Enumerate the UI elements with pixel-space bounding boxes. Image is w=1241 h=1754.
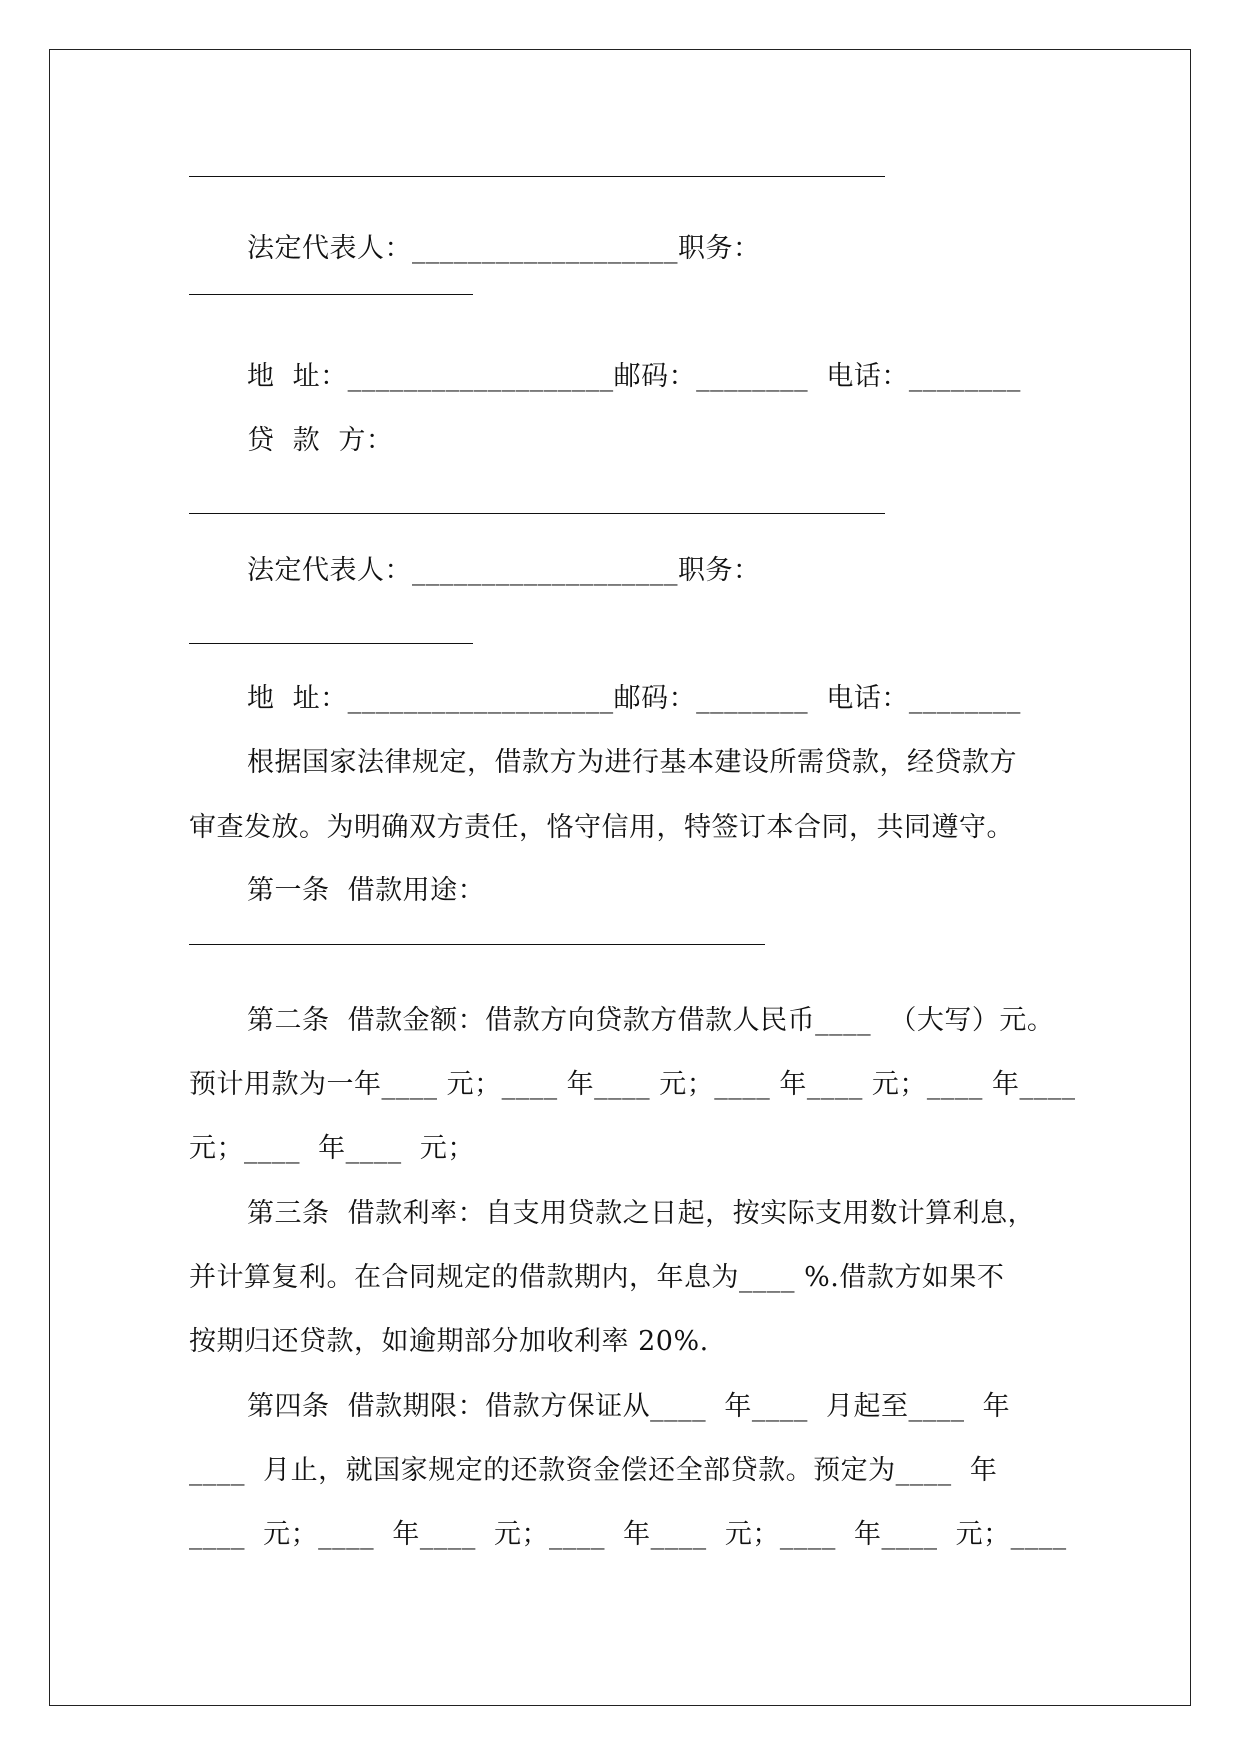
article-2-line-1: 第二条 借款金额：借款方向贷款方借款人民币____ （大写）元。: [247, 1005, 1055, 1036]
article-3-line-1: 第三条 借款利率：自支用贷款之日起，按实际支用数计算利息，: [247, 1198, 1036, 1229]
article-4-line-1: 第四条 借款期限：借款方保证从____ 年____ 月起至____ 年: [247, 1391, 1011, 1422]
blank-rule-position-2: [189, 643, 473, 644]
blank-rule-position: [189, 294, 473, 295]
article-2-line-3: 元；____ 年____ 元；: [189, 1133, 475, 1164]
article-2-line-2: 预计用款为一年____ 元；____ 年____ 元；____ 年____ 元；____ 年____: [189, 1069, 1076, 1100]
lender-address-line: 地 址：___________________邮码：________ 电话：________: [247, 683, 1021, 714]
blank-rule-purpose: [189, 944, 765, 945]
blank-rule-borrower-name: [189, 176, 885, 177]
blank-rule-lender-name: [189, 513, 885, 514]
preamble-line-1: 根据国家法律规定，借款方为进行基本建设所需贷款，经贷款方: [247, 747, 1017, 778]
article-1-heading: 第一条 借款用途：: [247, 875, 486, 906]
article-4-line-2: ____ 月止，就国家规定的还款资金偿还全部贷款。预定为____ 年: [189, 1455, 998, 1486]
lender-label: 贷 款 方：: [247, 425, 394, 456]
article-3-line-2: 并计算复利。在合同规定的借款期内，年息为____ %.借款方如果不: [189, 1262, 1005, 1293]
borrower-rep-line: 法定代表人：___________________职务：: [247, 233, 761, 264]
article-4-line-3: ____ 元；____ 年____ 元；____ 年____ 元；____ 年____ 元；____: [189, 1519, 1067, 1550]
borrower-address-line: 地 址：___________________邮码：________ 电话：________: [247, 361, 1021, 392]
lender-rep-line: 法定代表人：___________________职务：: [247, 555, 761, 586]
article-3-line-3: 按期归还贷款，如逾期部分加收利率 20%.: [189, 1326, 709, 1357]
preamble-line-2: 审查发放。为明确双方责任，恪守信用，特签订本合同，共同遵守。: [189, 812, 1014, 843]
